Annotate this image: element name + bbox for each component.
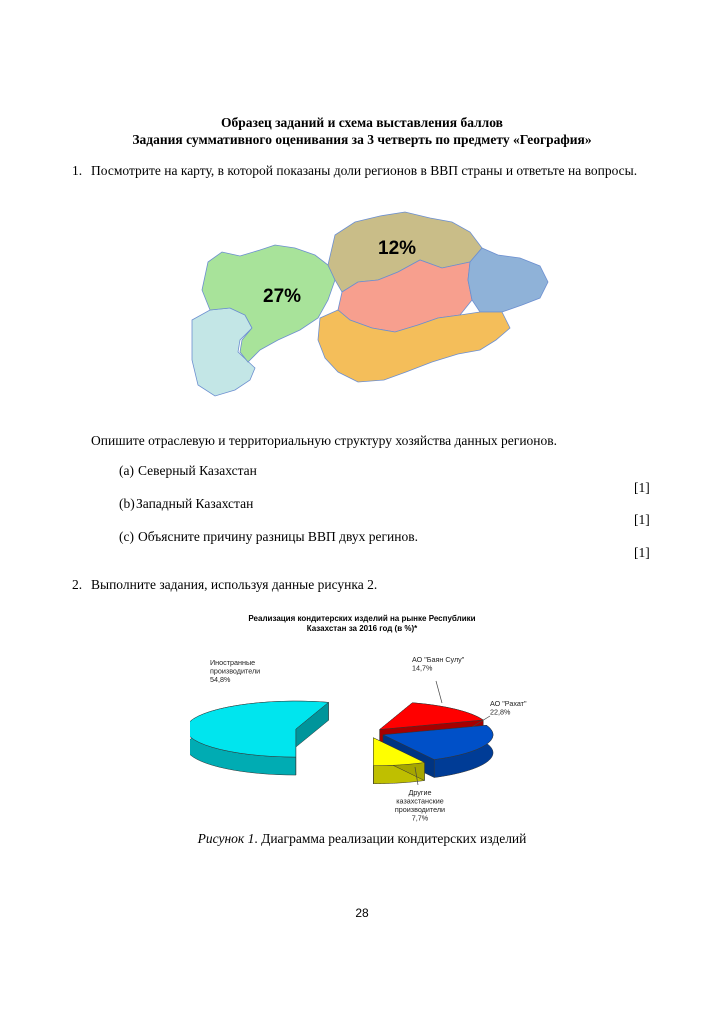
pie-slice-0 — [190, 701, 329, 775]
part-c-text: Объясните причину разницы ВВП двух регинов. — [138, 529, 418, 544]
chart-title-line-1: Реализация кондитерских изделий на рынке Республики — [248, 614, 476, 623]
part-a-score: [1] — [634, 480, 650, 495]
header-line-1: Образец заданий и схема выставления баллов — [221, 115, 503, 130]
question-1-number: 1. — [72, 163, 83, 178]
gdp-region-map — [180, 200, 560, 410]
pie-leader-1 — [436, 681, 442, 703]
question-2-text: Выполните задания, используя данные рисунка 2. — [91, 577, 378, 592]
part-a-text: Северный Казахстан — [138, 463, 257, 478]
part-b-text: Западный Казахстан — [136, 496, 254, 511]
question-2-number: 2. — [72, 577, 83, 592]
part-c-score: [1] — [634, 545, 650, 560]
confectionery-pie-chart — [190, 605, 530, 830]
chart-title-line-2: Казахстан за 2016 год (в %)* — [306, 624, 418, 633]
map-region-east — [468, 248, 548, 312]
pie-label-2: АО "Рахат" 22,8% — [490, 699, 527, 717]
pie-label-3: Другие казахстанские производители 7,7% — [394, 788, 446, 823]
figure-caption-text: . Диаграмма реализации кондитерских изделий — [254, 831, 527, 846]
figure-caption — [0, 831, 724, 847]
page-number: 28 — [355, 906, 369, 920]
part-a-letter: (a) — [119, 463, 134, 478]
map-label-north: 12% — [378, 238, 417, 259]
map-label-west: 27% — [263, 286, 302, 307]
question-1-instruction: Опишите отраслевую и территориальную структуру хозяйства данных регионов. — [91, 433, 558, 448]
part-c-letter: (c) — [119, 529, 134, 544]
pie-label-0: Иностранные производители 54,8% — [210, 658, 261, 684]
figure-caption-label: Рисунок 1 — [197, 831, 255, 846]
header-line-2: Задания суммативного оценивания за 3 четверть по предмету «География» — [132, 132, 592, 147]
part-b-score: [1] — [634, 512, 650, 527]
pie-label-1: АО "Баян Сулу" 14,7% — [412, 655, 465, 673]
question-1-text: Посмотрите на карту, в которой показаны доли регионов в ВВП страны и ответьте на вопросы. — [91, 163, 638, 178]
part-b-letter: (b) — [119, 496, 135, 511]
